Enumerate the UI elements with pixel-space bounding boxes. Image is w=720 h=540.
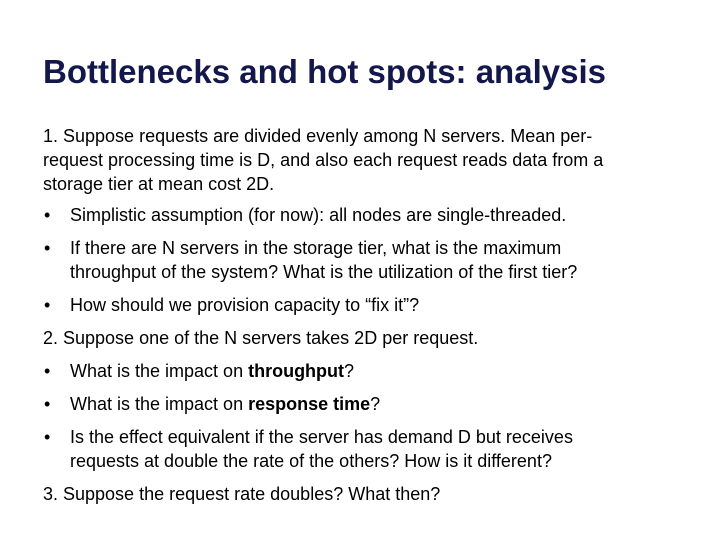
bullet-marker: • <box>44 361 51 381</box>
question-2: 2. Suppose one of the N servers takes 2D per request. <box>43 328 479 348</box>
bullet-marker: • <box>44 205 51 225</box>
bullet-item <box>43 359 683 383</box>
question-1-line-2: request processing time is D, and also each request reads data from a <box>43 150 604 170</box>
slide-body <box>43 124 683 506</box>
bullet-item <box>43 392 683 416</box>
slide-title: Bottlenecks and hot spots: analysis <box>43 53 606 90</box>
bullet-marker: • <box>44 427 51 447</box>
bullet-item <box>43 236 683 284</box>
bullet-marker: • <box>44 394 51 414</box>
bullet-text-prefix: What is the impact on <box>70 361 249 381</box>
bullet-text-suffix: ? <box>344 361 355 381</box>
bullet-marker: • <box>44 238 51 258</box>
bullet-item <box>43 425 683 473</box>
question-2-bullets <box>43 359 683 473</box>
bullet-text-suffix: ? <box>370 394 381 414</box>
bullet-item <box>43 293 683 317</box>
bullet-item <box>43 203 683 227</box>
bullet-text-line-1: Is the effect equivalent if the server has demand D but receives <box>70 427 573 447</box>
question-1 <box>43 124 683 196</box>
bullet-text-prefix: What is the impact on <box>70 394 249 414</box>
bullet-text: How should we provision capacity to “fix it”? <box>70 295 420 315</box>
question-3: 3. Suppose the request rate doubles? What then? <box>43 484 441 504</box>
bullet-text-emphasis: throughput <box>248 361 345 381</box>
question-1-line-3: storage tier at mean cost 2D. <box>43 174 275 194</box>
question-1-line-1: 1. Suppose requests are divided evenly among N servers. Mean per- <box>43 126 593 146</box>
bullet-text-line-1: If there are N servers in the storage tier, what is the maximum <box>70 238 562 258</box>
question-1-bullets <box>43 203 683 317</box>
bullet-text: Simplistic assumption (for now): all nodes are single-threaded. <box>70 205 567 225</box>
bullet-marker: • <box>44 295 51 315</box>
bullet-text-line-2: throughput of the system? What is the utilization of the first tier? <box>70 262 578 282</box>
bullet-text-emphasis: response time <box>248 394 371 414</box>
bullet-text-line-2: requests at double the rate of the others? How is it different? <box>70 451 552 471</box>
